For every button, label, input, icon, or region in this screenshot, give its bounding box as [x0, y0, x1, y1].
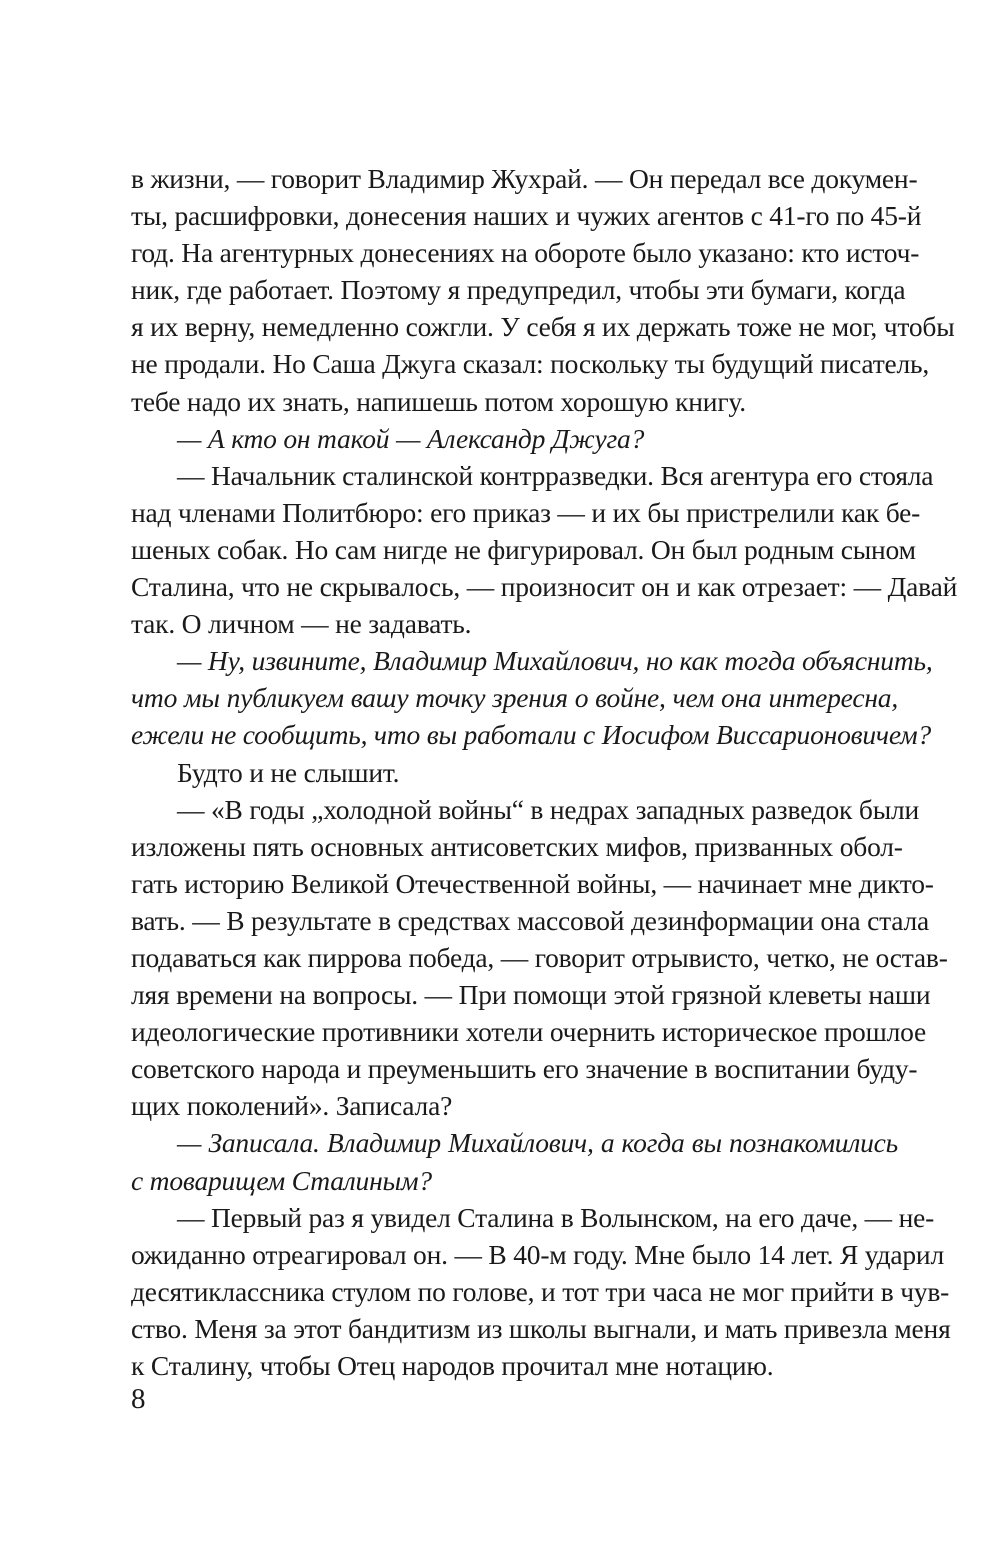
text-line: тебе надо их знать, напишешь потом хорошую книгу.	[131, 385, 746, 417]
text-line: над членами Политбюро: его приказ — и их бы пристрелили как бе-	[131, 496, 921, 528]
text-line: вать. — В результате в средствах массовой дезинформации она стала	[131, 904, 930, 936]
text-line: подаваться как пиррова победа, — говорит отрывисто, четко, не остав-	[131, 941, 948, 973]
text-line: так. О личном — не задавать.	[131, 608, 472, 640]
body-text	[131, 160, 958, 1384]
text-line: не продали. Но Саша Джуга сказал: поскольку ты будущий писатель,	[131, 348, 930, 380]
text-line: ник, где работает. Поэтому я предупредил, чтобы эти бумаги, когда	[131, 274, 906, 306]
question-line: — Записала. Владимир Михайлович, а когда вы познакомились	[177, 1127, 898, 1159]
text-line: ты, расшифровки, донесения наших и чужих агентов с 41-го по 45-й	[131, 200, 922, 232]
text-line: к Сталину, чтобы Отец народов прочитал мне нотацию.	[131, 1350, 774, 1381]
text-line: советского народа и преуменьшить его значение в воспитании буду-	[131, 1053, 918, 1085]
page-number: 8	[131, 1383, 146, 1415]
text-line: ожиданно отреагировал он. — В 40-м году. Мне было 14 лет. Я ударил	[131, 1238, 944, 1270]
question-line: — А кто он такой — Александр Джуга?	[177, 422, 645, 454]
text-line: Будто и не слышит.	[177, 756, 400, 788]
text-line: Сталина, что не скрывалось, — произносит он и как отрезает: — Давай	[131, 571, 958, 603]
text-line: гать историю Великой Отечественной войны, — начинает мне дикто-	[131, 867, 934, 899]
answer-line: — «В годы „холодной войны“ в недрах западных разведок были	[177, 793, 920, 825]
text-line: в жизни, — говорит Владимир Жухрай. — Он передал все докумен-	[131, 163, 918, 194]
text-line: идеологические противники хотели очернить историческое прошлое	[131, 1016, 926, 1048]
text-line: шеных собак. Но сам нигде не фигурировал. Он был родным сыном	[131, 533, 916, 565]
text-line: ство. Меня за этот бандитизм из школы выгнали, и мать привезла меня	[131, 1312, 951, 1344]
text-line: щих поколений». Записала?	[131, 1090, 453, 1122]
text-line: год. На агентурных донесениях на обороте было указано: кто источ-	[131, 237, 920, 269]
question-line: ежели не сообщить, что вы работали с Иосифом Виссарионовичем?	[131, 719, 932, 751]
answer-line: — Начальник сталинской контрразведки. Вся агентура его стояла	[177, 459, 934, 491]
text-line: я их верну, немедленно сожгли. У себя я их держать тоже не мог, чтобы	[131, 311, 955, 343]
answer-line: — Первый раз я увидел Сталина в Волынском, на его даче, — не-	[177, 1201, 935, 1233]
text-line: изложены пять основных антисоветских мифов, призванных обол-	[131, 830, 903, 862]
text-line: ляя времени на вопросы. — При помощи этой грязной клеветы наши	[131, 979, 931, 1011]
text-line: десятиклассника стулом по голове, и тот три часа не мог прийти в чув-	[131, 1275, 950, 1307]
question-line: что мы публикуем вашу точку зрения о войне, чем она интересна,	[131, 682, 898, 714]
question-line: — Ну, извините, Владимир Михайлович, но как тогда объяснить,	[177, 645, 933, 677]
question-line: с товарищем Сталиным?	[131, 1164, 432, 1196]
